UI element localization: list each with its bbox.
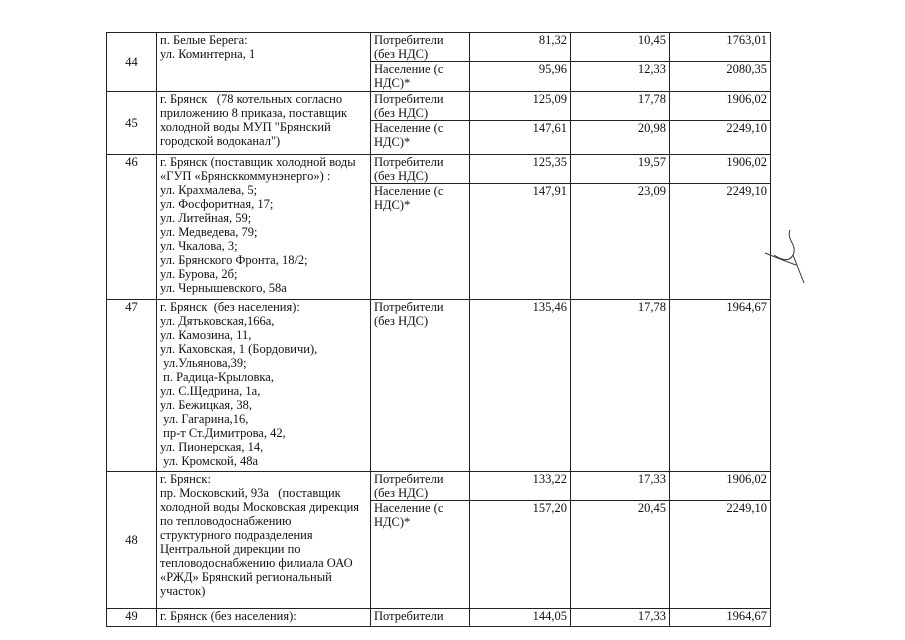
address-line: приложению 8 приказа, поставщик [160,106,348,120]
category-line: Потребители [374,472,444,486]
tariff-value-v2: 17,78 [571,300,670,472]
address-line: «РЖД» Брянский региональный [160,570,332,584]
table-row [107,155,771,184]
address-line: ул. Медведева, 79; [160,225,258,239]
tariff-value-v3: 1906,02 [670,472,771,501]
row-number: 44 [107,33,157,92]
tariff-value-v3: 1763,01 [670,33,771,62]
category-line: (без НДС) [374,47,429,61]
tariff-value-v1: 125,35 [470,155,571,184]
tariff-value-v1: 95,96 [470,62,571,92]
address-line: ул. С.Щедрина, 1а, [160,384,261,398]
address-line: ул. Коминтерна, 1 [160,47,256,61]
address-line: г. Брянск (поставщик холодной воды [160,155,356,169]
tariff-table [106,32,771,627]
address-line: ул. Бежицкая, 38, [160,398,252,412]
tariff-value-v2: 17,78 [571,92,670,121]
supplier-address [157,300,371,472]
address-line: ул. Кромской, 48а [160,454,259,468]
address-line: ул. Литейная, 59; [160,211,252,225]
address-line: ул. Брянского Фронта, 18/2; [160,253,308,267]
category-line: (без НДС) [374,314,429,328]
address-line: «ГУП «Брянсккоммунэнерго») : [160,169,331,183]
tariff-value-v3: 2249,10 [670,501,771,609]
category-line: НДС)* [374,515,411,529]
address-line: г. Брянск (без населения): [160,609,297,623]
address-line: ул. Камозина, 11, [160,328,252,342]
address-line: п. Радица-Крыловка, [160,370,274,384]
tariff-value-v3: 1964,67 [670,609,771,627]
consumer-category [371,155,470,184]
consumer-category [371,62,470,92]
address-line: г. Брянск (без населения): [160,300,300,314]
tariff-value-v2: 17,33 [571,609,670,627]
address-line: ул.Ульянова,39; [160,356,247,370]
address-line: ул. Чкалова, 3; [160,239,238,253]
category-line: (без НДС) [374,486,429,500]
category-line: Население (с [374,62,444,76]
category-line: НДС)* [374,76,411,90]
address-line: ул. Гагарина,16, [160,412,249,426]
category-line: Население (с [374,501,444,515]
table-row [107,472,771,501]
tariff-value-v3: 2080,35 [670,62,771,92]
row-number: 47 [107,300,157,472]
category-line: Население (с [374,121,444,135]
tariff-value-v2: 20,45 [571,501,670,609]
tariff-value-v2: 10,45 [571,33,670,62]
address-line: ул. Чернышевского, 58а [160,281,287,295]
category-line: Потребители [374,92,444,106]
tariff-value-v3: 1906,02 [670,155,771,184]
row-number: 46 [107,155,157,300]
address-line: ул. Бурова, 2б; [160,267,238,281]
category-line: Потребители [374,155,444,169]
category-line: (без НДС) [374,106,429,120]
consumer-category [371,92,470,121]
address-line: участок) [160,584,206,598]
row-number: 45 [107,92,157,155]
category-line: Потребители [374,609,444,623]
tariff-value-v2: 17,33 [571,472,670,501]
tariff-value-v2: 12,33 [571,62,670,92]
tariff-value-v3: 1964,67 [670,300,771,472]
category-line: НДС)* [374,198,411,212]
supplier-address [157,609,371,627]
category-line: (без НДС) [374,169,429,183]
address-line: холодной воды Московская дирекция [160,500,360,514]
table-row [107,300,771,472]
address-line: по тепловодоснабжению [160,514,292,528]
tariff-value-v2: 19,57 [571,155,670,184]
tariff-value-v3: 1906,02 [670,92,771,121]
row-number: 48 [107,472,157,609]
supplier-address [157,472,371,609]
category-line: Потребители [374,33,444,47]
address-line: ул. Пионерская, 14, [160,440,264,454]
address-line: холодной воды МУП "Брянский [160,120,331,134]
consumer-category [371,609,470,627]
address-line: ул. Крахмалева, 5; [160,183,258,197]
tariff-value-v1: 147,91 [470,184,571,300]
signature-mark [760,225,805,285]
address-line: тепловодоснабжению филиала ОАО [160,556,353,570]
consumer-category [371,501,470,609]
supplier-address [157,92,371,155]
address-line: Центральной дирекции по [160,542,301,556]
tariff-table-body [107,33,771,627]
row-number: 49 [107,609,157,627]
supplier-address [157,33,371,92]
tariff-value-v1: 135,46 [470,300,571,472]
category-line: НДС)* [374,135,411,149]
address-line: г. Брянск: [160,472,211,486]
address-line: структурного подразделения [160,528,313,542]
address-line: пр-т Ст.Димитрова, 42, [160,426,286,440]
consumer-category [371,184,470,300]
tariff-value-v1: 157,20 [470,501,571,609]
category-line: Население (с [374,184,444,198]
tariff-value-v2: 20,98 [571,121,670,155]
consumer-category [371,300,470,472]
consumer-category [371,121,470,155]
table-row [107,92,771,121]
tariff-value-v1: 147,61 [470,121,571,155]
supplier-address [157,155,371,300]
tariff-value-v3: 2249,10 [670,121,771,155]
address-line: ул. Каховская, 1 (Бордовичи), [160,342,318,356]
address-line: ул. Дятьковская,166а, [160,314,275,328]
tariff-value-v1: 81,32 [470,33,571,62]
consumer-category [371,33,470,62]
address-line: пр. Московский, 93а (поставщик [160,486,341,500]
address-line: г. Брянск (78 котельных согласно [160,92,343,106]
table-row [107,609,771,627]
tariff-value-v1: 144,05 [470,609,571,627]
address-line: п. Белые Берега: [160,33,248,47]
address-line: городской водоканал") [160,134,281,148]
tariff-value-v1: 125,09 [470,92,571,121]
consumer-category [371,472,470,501]
tariff-value-v1: 133,22 [470,472,571,501]
category-line: Потребители [374,300,444,314]
tariff-value-v3: 2249,10 [670,184,771,300]
table-row [107,33,771,62]
tariff-value-v2: 23,09 [571,184,670,300]
address-line: ул. Фосфоритная, 17; [160,197,274,211]
